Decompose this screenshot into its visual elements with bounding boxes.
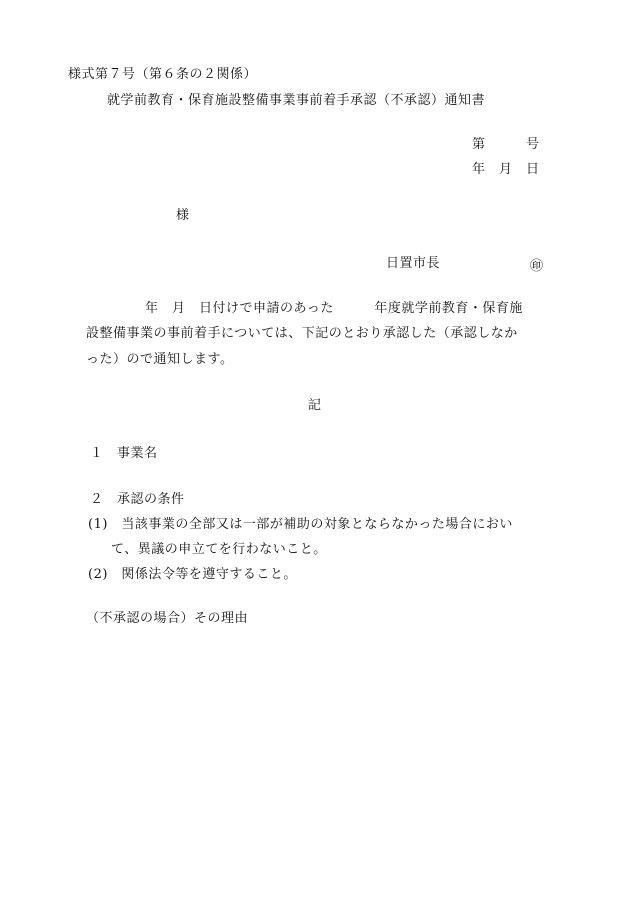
ki-heading: 記 (308, 398, 322, 413)
seal-mark: ㊞ (530, 259, 544, 274)
document-date: 年 月 日 (472, 162, 540, 177)
reason-label: （不承認の場合）その理由 (86, 611, 249, 626)
document-title: 就学前教育・保育施設整備事業事前着手承認（不承認）通知書 (107, 93, 486, 108)
issuer-name: 日置市長 (386, 256, 441, 271)
condition-2: (2) 関係法令等を遵守すること。 (88, 567, 297, 582)
body-line-2: 設整備事業の事前着手については、下記のとおり承認した（承認しなか (86, 326, 518, 341)
body-line-3: った）ので通知します。 (86, 352, 234, 367)
section-project-name: １ 事業名 (90, 446, 158, 461)
document-number: 第 号 (472, 137, 540, 152)
form-number: 様式第７号（第６条の２関係） (68, 67, 258, 82)
condition-1-line-2: て、異議の申立てを行わないこと。 (111, 542, 327, 557)
condition-1-line-1: (1) 当該事業の全部又は一部が補助の対象とならなかった場合におい (88, 517, 513, 532)
addressee: 様 (176, 208, 190, 223)
body-line-1: 年 月 日付けで申請のあった 年度就学前教育・保育施 (145, 301, 523, 316)
section-conditions: ２ 承認の条件 (90, 492, 185, 507)
